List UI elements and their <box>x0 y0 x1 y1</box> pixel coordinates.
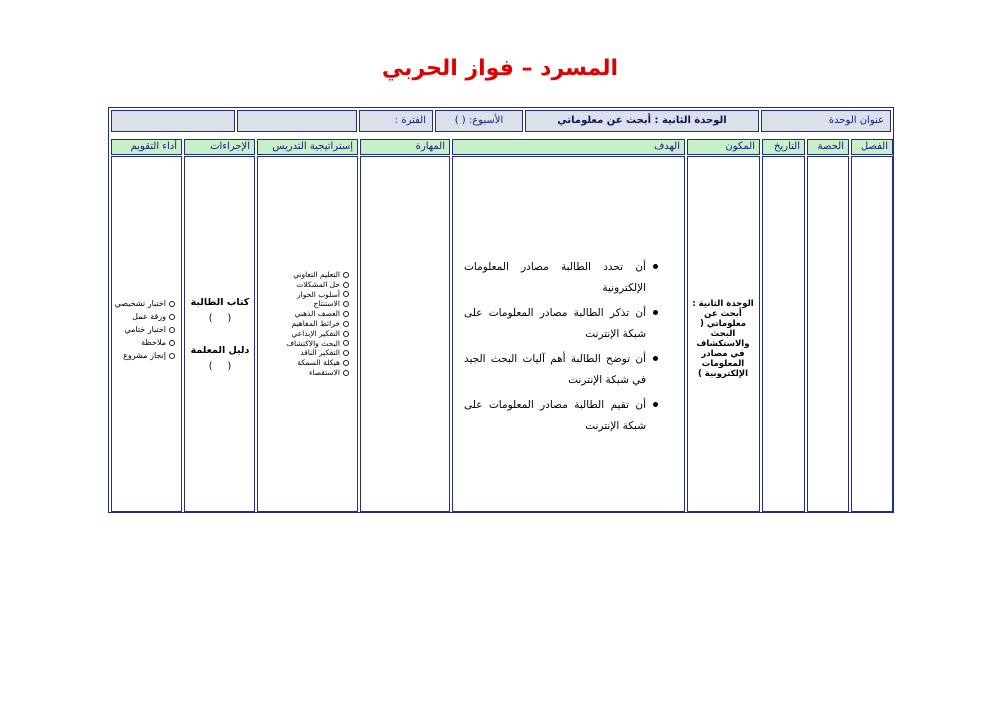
list-item: ملاحظة <box>115 336 175 349</box>
header-objective: الهدف <box>452 139 685 155</box>
unit-title-label-cell: عنوان الوحدة <box>761 110 891 132</box>
list-item: اختبار ختامي <box>115 323 175 336</box>
header-procedures: الإجراءات <box>184 139 255 155</box>
assessment-list <box>115 297 175 362</box>
list-item: ورقة عمل <box>115 310 175 323</box>
list-item: أسلوب الحوار <box>286 290 349 300</box>
list-item: خرائط المفاهيم <box>286 319 349 329</box>
list-item: هيكلة السمكة <box>286 358 349 368</box>
component-text: الوحدة الثانية : أبحث عن معلوماتي ( البحث والاستكشاف في مصادر المعلومات الإلكترونية ) <box>692 299 754 379</box>
objective-cell <box>452 156 685 512</box>
list-item: التفكير الناقد <box>286 348 349 358</box>
blank-info-cell <box>111 110 235 132</box>
header-class: الفصل <box>851 139 893 155</box>
unit-name-cell: الوحدة الثانية : أبحث عن معلوماتي <box>525 110 759 132</box>
list-item: البحث والاكتشاف <box>286 339 349 349</box>
date-cell <box>762 156 805 512</box>
header-date: التاريخ <box>762 139 805 155</box>
period-cell: الفترة : <box>359 110 433 132</box>
class-cell <box>851 156 893 512</box>
list-item: أن تذكر الطالبة مصادر المعلومات على شبكة الإنترنت <box>464 303 660 345</box>
strategy-cell <box>257 156 358 512</box>
header-assessment: أداء التقويم <box>111 139 182 155</box>
week-cell: الأسبوع: ( ) <box>435 110 523 132</box>
header-strategy: إستراتيجية التدريس <box>257 139 358 155</box>
skill-cell <box>360 156 450 512</box>
procedure-paren: ( ) <box>208 361 232 372</box>
procedure-teacher-guide <box>189 343 251 375</box>
list-item: التفكير الإبداعي <box>286 329 349 339</box>
lesson-plan-table <box>108 107 894 513</box>
objectives-list <box>464 257 660 441</box>
list-item: العصف الذهني <box>286 309 349 319</box>
list-item: اختبار تشخيصي <box>115 297 175 310</box>
procedure-label: كتاب الطالبة <box>190 297 250 308</box>
list-item: أن تقيم الطالبة مصادر المعلومات على شبكة الإنترنت <box>464 395 660 437</box>
component-cell <box>687 156 760 512</box>
list-item: إنجاز مشروع <box>115 349 175 362</box>
blank-info-cell <box>237 110 357 132</box>
procedures-cell <box>184 156 255 512</box>
header-component: المكون <box>687 139 760 155</box>
assessment-cell <box>111 156 182 512</box>
page-title: المسرد – فواز الحربي <box>381 56 619 81</box>
header-skill: المهارة <box>360 139 450 155</box>
list-item: حل المشكلات <box>286 280 349 290</box>
list-item: الاستنتاج <box>286 299 349 309</box>
list-item: أن توضح الطالبة أهم آليات البحث الجيد في شبكة الإنترنت <box>464 349 660 391</box>
procedure-paren: ( ) <box>208 313 232 324</box>
list-item: الاستقصاء <box>286 368 349 378</box>
procedure-label: دليل المعلمة <box>190 345 250 356</box>
procedure-student-book <box>189 295 251 327</box>
session-cell <box>807 156 849 512</box>
list-item: أن تحدد الطالبة مصادر المعلومات الإلكترونية <box>464 257 660 299</box>
list-item: التعليم التعاوني <box>286 270 349 280</box>
header-session: الحصة <box>807 139 849 155</box>
strategies-list <box>286 270 349 378</box>
